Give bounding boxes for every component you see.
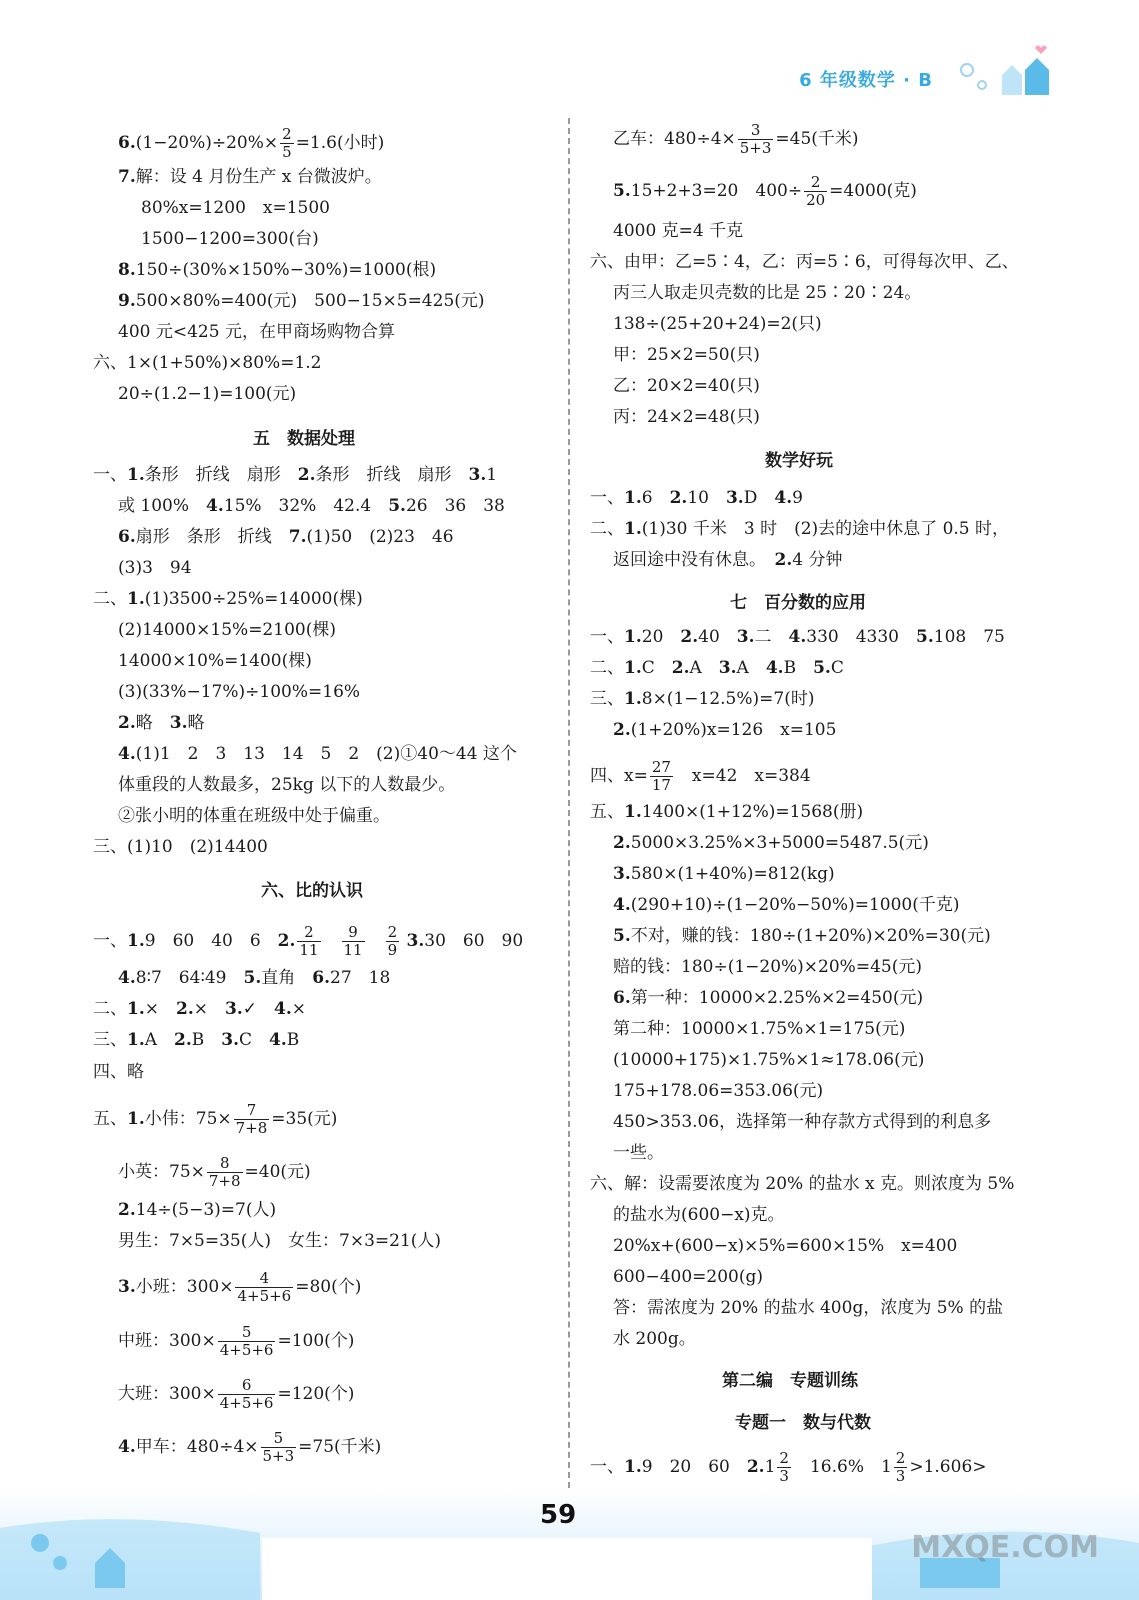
answer-line: 一、1.9 60 40 6 2. $\frac{2}{11}$ $\frac{9}{11}$ $\frac{2}{9}$ 3.30 60 90 — [93, 923, 524, 959]
answer-line: 返回途中没有休息。 2.4 分钟 — [613, 550, 843, 570]
answer-line: 第二种：10000×1.75%×1=175(元) — [613, 1019, 906, 1039]
answer-line: 三、1.A 2.B 3.C 4.B — [93, 1030, 300, 1050]
answer-line: 2.14÷(5−3)=7(人) — [118, 1200, 277, 1220]
answer-line: 20÷(1.2−1)=100(元) — [118, 384, 297, 404]
answer-line: 六、1×(1+50%)×80%=1.2 — [93, 353, 322, 373]
answer-line: 175+178.06=353.06(元) — [613, 1081, 824, 1101]
section-title: 七 百分数的应用 — [730, 593, 866, 613]
answer-line: 600−400=200(g) — [613, 1267, 763, 1287]
answer-line: 7.解：设 4 月份生产 x 台微波炉。 — [118, 167, 382, 187]
answer-line: 400 元<425 元，在甲商场购物合算 — [118, 322, 395, 342]
answer-line: 六、由甲：乙=5∶4，乙：丙=5∶6，可得每次甲、乙、 — [590, 252, 1019, 272]
answer-line: (3)(33%−17%)÷100%=16% — [118, 682, 361, 702]
answer-line: 3.小班：300× $\frac{4}{4+5+6}$ =80(个) — [118, 1269, 362, 1305]
page-number: 59 — [540, 1500, 577, 1530]
answer-line: 80%x=1200 x=1500 — [141, 198, 330, 218]
answer-line: ②张小明的体重在班级中处于偏重。 — [118, 806, 390, 826]
answer-line: 甲：25×2=50(只) — [613, 345, 760, 365]
answer-line: 四、略 — [93, 1062, 144, 1082]
answer-line: 一、1.20 2.40 3.二 4.330 4330 5.108 75 — [590, 627, 1005, 647]
answer-line: 赔的钱：180÷(1−20%)×20%=45(元) — [613, 957, 922, 977]
answer-line: 四、x= $\frac{27}{17}$ x=42 x=384 — [590, 758, 811, 794]
answer-line: 五、1.1400×(1+12%)=1568(册) — [590, 802, 864, 822]
header-title: 6 年级数学 · B — [799, 70, 933, 91]
answer-line: 6.(1−20%)÷20%× $\frac{2}{5}$ =1.6(小时) — [118, 125, 385, 161]
column-divider — [568, 118, 570, 1488]
answer-line: 1500−1200=300(台) — [141, 229, 319, 249]
answer-line: 一、1.9 20 60 2.1 $\frac{2}{3}$ 16.6% 1 $\frac{2}{3}$ >1.606> — [590, 1449, 987, 1485]
section-title: 五 数据处理 — [253, 429, 355, 449]
answer-line: (10000+175)×1.75%×1≈178.06(元) — [613, 1050, 925, 1070]
answer-line: 答：需浓度为 20% 的盐水 400g，浓度为 5% 的盐 — [613, 1298, 1004, 1318]
answer-line: 丙三人取走贝壳数的比是 25∶20∶24。 — [613, 283, 922, 303]
answer-line: 一些。 — [613, 1143, 664, 1163]
answer-line: 4.甲车：480÷4× $\frac{5}{5+3}$ =75(千米) — [118, 1429, 382, 1465]
watermark-text: MXQE.COM — [911, 1530, 1099, 1565]
answer-line: 5.15+2+3=20 400÷ $\frac{2}{20}$ =4000(克) — [613, 173, 917, 209]
answer-line: 8.150÷(30%×150%−30%)=1000(根) — [118, 260, 437, 280]
answer-line: 2.略 3.略 — [118, 713, 205, 733]
section-title: 数学好玩 — [765, 451, 833, 471]
answer-line: 5.不对，赚的钱：180÷(1+20%)×20%=30(元) — [613, 926, 991, 946]
answer-line: 9.500×80%=400(元) 500−15×5=425(元) — [118, 291, 485, 311]
answer-line: 三、1.8×(1−12.5%)=7(时) — [590, 689, 815, 709]
answer-line: 20%x+(600−x)×5%=600×15% x=400 — [613, 1236, 958, 1256]
answer-line: 4.(290+10)÷(1−20%−50%)=1000(千克) — [613, 895, 960, 915]
answer-line: (2)14000×15%=2100(棵) — [118, 620, 336, 640]
answer-line: 水 200g。 — [613, 1329, 696, 1349]
answer-line: 二、1.C 2.A 3.A 4.B 5.C — [590, 658, 844, 678]
answer-line: 大班：300× $\frac{6}{4+5+6}$ =120(个) — [118, 1376, 355, 1412]
answer-line: 五、1.小伟：75× $\frac{7}{7+8}$ =35(元) — [93, 1101, 338, 1137]
answer-line: 乙：20×2=40(只) — [613, 376, 760, 396]
answer-line: 4.8∶7 64∶49 5.直角 6.27 18 — [118, 968, 391, 988]
answer-line: 6.扇形 条形 折线 7.(1)50 (2)23 46 — [118, 527, 454, 547]
answer-line: 丙：24×2=48(只) — [613, 407, 760, 427]
answer-line: 二、1.× 2.× 3.✓ 4.× — [93, 999, 306, 1019]
answer-line: 小英：75× $\frac{8}{7+8}$ =40(元) — [118, 1154, 311, 1190]
answer-line: 三、(1)10 (2)14400 — [93, 837, 268, 857]
answer-line: 4.(1)1 2 3 13 14 5 2 (2)①40～44 这个 — [118, 744, 517, 764]
answer-line: 2.(1+20%)x=126 x=105 — [613, 720, 837, 740]
house-decoration-icon — [947, 40, 1057, 100]
answer-line: 一、1.条形 折线 扇形 2.条形 折线 扇形 3.1 — [93, 465, 498, 485]
answer-line: 6.第一种：10000×2.25%×2=450(元) — [613, 988, 924, 1008]
section-title: 六、比的认识 — [261, 881, 363, 901]
answer-line: 3.580×(1+40%)=812(kg) — [613, 864, 835, 884]
part-title: 第二编 专题训练 — [722, 1371, 858, 1391]
answer-line: (3)3 94 — [118, 558, 192, 578]
answer-line: 二、1.(1)3500÷25%=14000(棵) — [93, 589, 363, 609]
answer-line: 中班：300× $\frac{5}{4+5+6}$ =100(个) — [118, 1323, 355, 1359]
answer-line: 或 100% 4.15% 32% 42.4 5.26 36 38 — [118, 496, 505, 516]
answer-line: 男生：7×5=35(人) 女生：7×3=21(人) — [118, 1231, 442, 1251]
answer-line: 体重段的人数最多，25kg 以下的人数最少。 — [118, 775, 456, 795]
answer-line: 六、解：设需要浓度为 20% 的盐水 x 克。则浓度为 5% — [590, 1174, 1015, 1194]
answer-line: 的盐水为(600−x)克。 — [613, 1205, 785, 1225]
answer-line: 14000×10%=1400(棵) — [118, 651, 312, 671]
answer-line: 450>353.06，选择第一种存款方式得到的利息多 — [613, 1112, 992, 1132]
answer-line: 一、1.6 2.10 3.D 4.9 — [590, 488, 803, 508]
answer-line: 二、1.(1)30 千米 3 时 (2)去的途中休息了 0.5 时， — [590, 519, 1010, 539]
topic-title: 专题一 数与代数 — [735, 1413, 871, 1433]
answer-line: 138÷(25+20+24)=2(只) — [613, 314, 822, 334]
answer-line: 4000 克=4 千克 — [613, 221, 744, 241]
answer-line: 乙车：480÷4× $\frac{3}{5+3}$ =45(千米) — [613, 121, 859, 157]
answer-line: 2.5000×3.25%×3+5000=5487.5(元) — [613, 833, 929, 853]
